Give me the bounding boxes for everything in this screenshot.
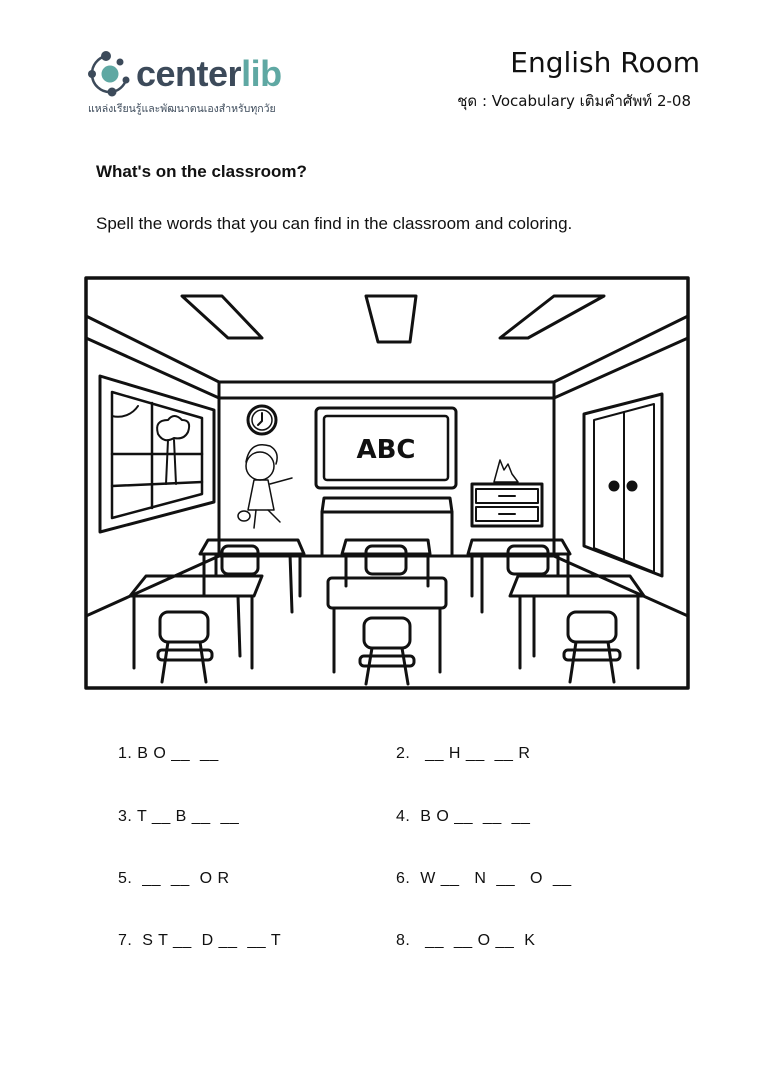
cabinet	[472, 460, 542, 526]
question-6: 6. W __ N __ O __	[396, 870, 572, 887]
girl-figure	[238, 445, 292, 528]
ceiling-light-left	[182, 296, 262, 338]
ceiling	[86, 316, 688, 398]
question-1: 1. B O __ __	[118, 745, 219, 762]
centerlib-logo	[86, 50, 316, 120]
ceiling-light-center	[366, 296, 416, 342]
desk-front-right	[510, 576, 644, 682]
question-4: 4. B O __ __ __	[396, 808, 531, 825]
board-text: ABC	[356, 435, 416, 465]
whiteboard	[316, 408, 456, 488]
classroom-illustration	[84, 276, 690, 690]
logo-word-lib: lib	[241, 53, 282, 94]
window	[100, 376, 214, 532]
desk-front-center	[328, 578, 446, 684]
logo-wordmark	[136, 52, 282, 96]
door	[584, 394, 662, 576]
question-3: 3. T __ B __ __	[118, 808, 240, 825]
question-8: 8. __ __ O __ K	[396, 932, 536, 949]
ceiling-light-right	[500, 296, 604, 338]
worksheet-instruction: Spell the words that you can find in the classroom and coloring.	[96, 214, 573, 233]
worksheet-heading: What's on the classroom?	[96, 162, 307, 181]
question-2: 2. __ H __ __ R	[396, 745, 531, 762]
logo-tagline: แหล่งเรียนรู้และพัฒนาตนเองสำหรับทุกวัย	[88, 103, 276, 115]
page-subtitle: ชุด : Vocabulary เติมคำศัพท์ 2-08	[457, 92, 691, 110]
question-5: 5. __ __ O R	[118, 870, 230, 887]
page-title: English Room	[510, 46, 700, 79]
clock-icon	[248, 406, 276, 434]
question-7: 7. S T __ D __ __ T	[118, 932, 282, 949]
logo-network-icon	[86, 50, 134, 98]
logo-word-center: center	[136, 53, 242, 94]
desk-front-left	[130, 576, 262, 682]
